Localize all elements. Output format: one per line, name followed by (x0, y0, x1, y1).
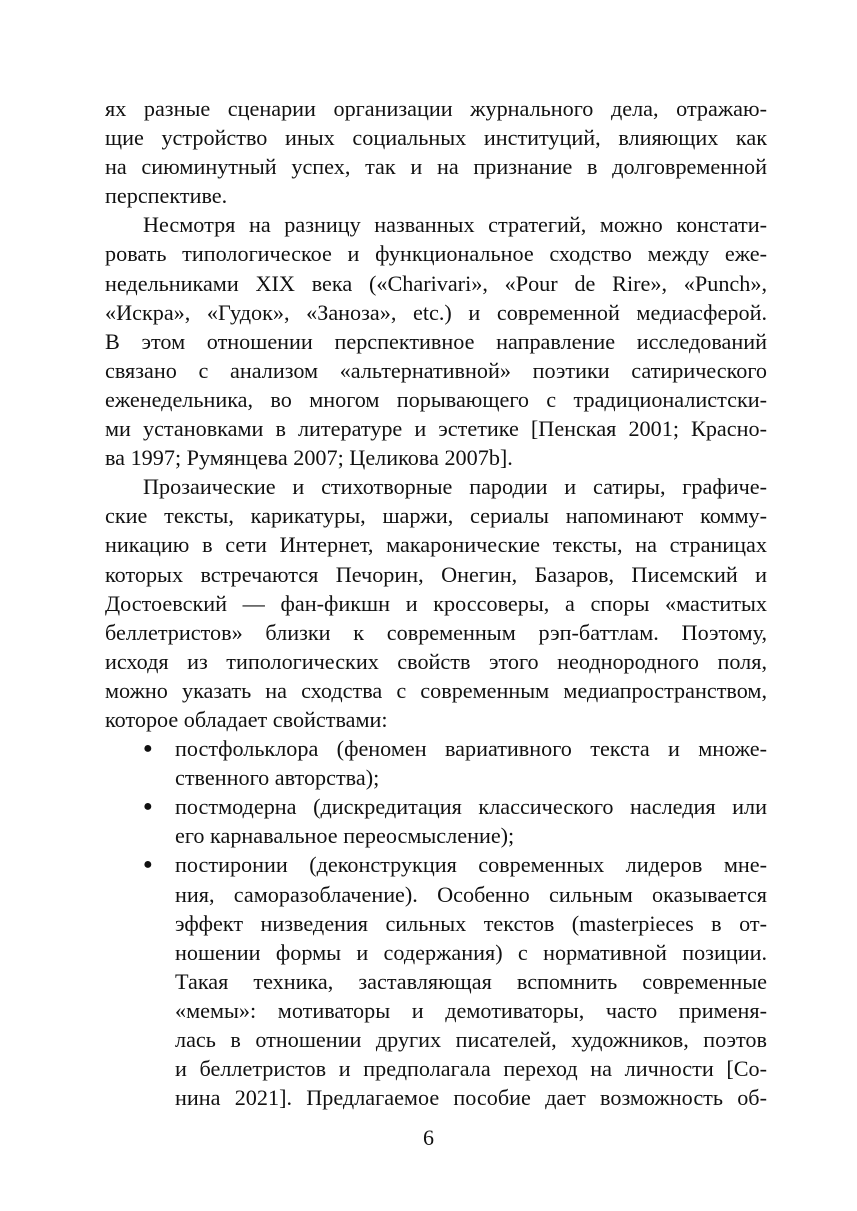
text-line: «мемы»: мотиваторы и демотиваторы, часто применя- (175, 997, 767, 1023)
text-line: ские тексты, карикатуры, шаржи, сериалы напоминают комму- (105, 503, 767, 529)
text-line: ношении формы и содержания) с нормативной позиции. (175, 939, 767, 965)
text-line: еженедельника, во многом порывающего с традиционалистски- (105, 386, 767, 412)
text-line: никацию в сети Интернет, макаронические тексты, на страницах (105, 532, 767, 558)
paragraph (105, 210, 767, 472)
text-line: недельниками XIX века («Charivari», «Pour de Rire», «Punch», (105, 270, 767, 296)
text-line: ми установками в литературе и эстетике [Пенская 2001; Красно- (105, 416, 767, 442)
text-line: которых встречаются Печорин, Онегин, Базаров, Писемский и (105, 561, 767, 587)
text-line: нина 2021]. Предлагаемое пособие дает возможность об- (175, 1085, 767, 1111)
text-line: перспективе. (105, 183, 228, 209)
list-item (105, 792, 767, 850)
list-item (105, 734, 767, 792)
text-line: и беллетристов и предполагала переход на личности [Со- (175, 1056, 767, 1082)
text-line: Такая техника, заставляющая вспомнить современные (175, 968, 767, 994)
text-line: эффект низведения сильных текстов (masterpieces в от- (175, 910, 767, 936)
text-line: которое обладает свойствами: (105, 706, 388, 732)
text-line: постиронии (деконструкция современных лидеров мне- (175, 852, 767, 878)
text-line: на сиюминутный успех, так и на признание в долговременной (105, 154, 767, 180)
text-line: ровать типологическое и функциональное сходство между еже- (105, 241, 767, 267)
text-line: ях разные сценарии организации журнального дела, отражаю- (105, 96, 767, 121)
text-line: Достоевский — фан-фикшн и кроссоверы, а споры «маститых (105, 590, 767, 616)
text-line: его карнавальное переосмысление); (175, 823, 515, 849)
page-number: 6 (423, 1125, 434, 1150)
bullet-icon: ● (143, 798, 153, 816)
text-line: лась в отношении других писателей, художников, поэтов (175, 1027, 767, 1052)
text-line: В этом отношении перспективное направление исследований (105, 328, 767, 354)
text-line: постмодерна (дискредитация классического наследия или (175, 794, 767, 820)
bullet-list (105, 734, 767, 1112)
text-line: исходя из типологических свойств этого неоднородного поля, (105, 648, 767, 674)
text-line: щие устройство иных социальных институций, влияющих как (105, 125, 767, 151)
text-line: беллетристов» близки к современным рэп-баттлам. Поэтому, (105, 619, 767, 645)
text-line: ния, саморазоблачение). Особенно сильным оказывается (175, 881, 767, 907)
text-line: ва 1997; Румянцева 2007; Целикова 2007b]. (105, 445, 513, 471)
paragraph (105, 94, 767, 210)
paragraph (105, 472, 767, 734)
text-line: «Искра», «Гудок», «Заноза», etc.) и современной медиасферой. (105, 299, 767, 325)
text-line: связано с анализом «альтернативной» поэтики сатирического (105, 357, 767, 383)
bullet-icon: ● (143, 740, 153, 758)
text-line: Несмотря на разницу названных стратегий, можно констати- (143, 212, 767, 238)
text-line: ственного авторства); (175, 765, 380, 791)
page-body (105, 94, 767, 1112)
list-item (105, 850, 767, 1112)
bullet-icon: ● (143, 856, 153, 874)
text-line: можно указать на сходства с современным медиапространством, (105, 677, 767, 703)
text-line: Прозаические и стихотворные пародии и сатиры, графиче- (143, 474, 767, 500)
text-line: постфольклора (феномен вариативного текста и множе- (175, 736, 767, 762)
